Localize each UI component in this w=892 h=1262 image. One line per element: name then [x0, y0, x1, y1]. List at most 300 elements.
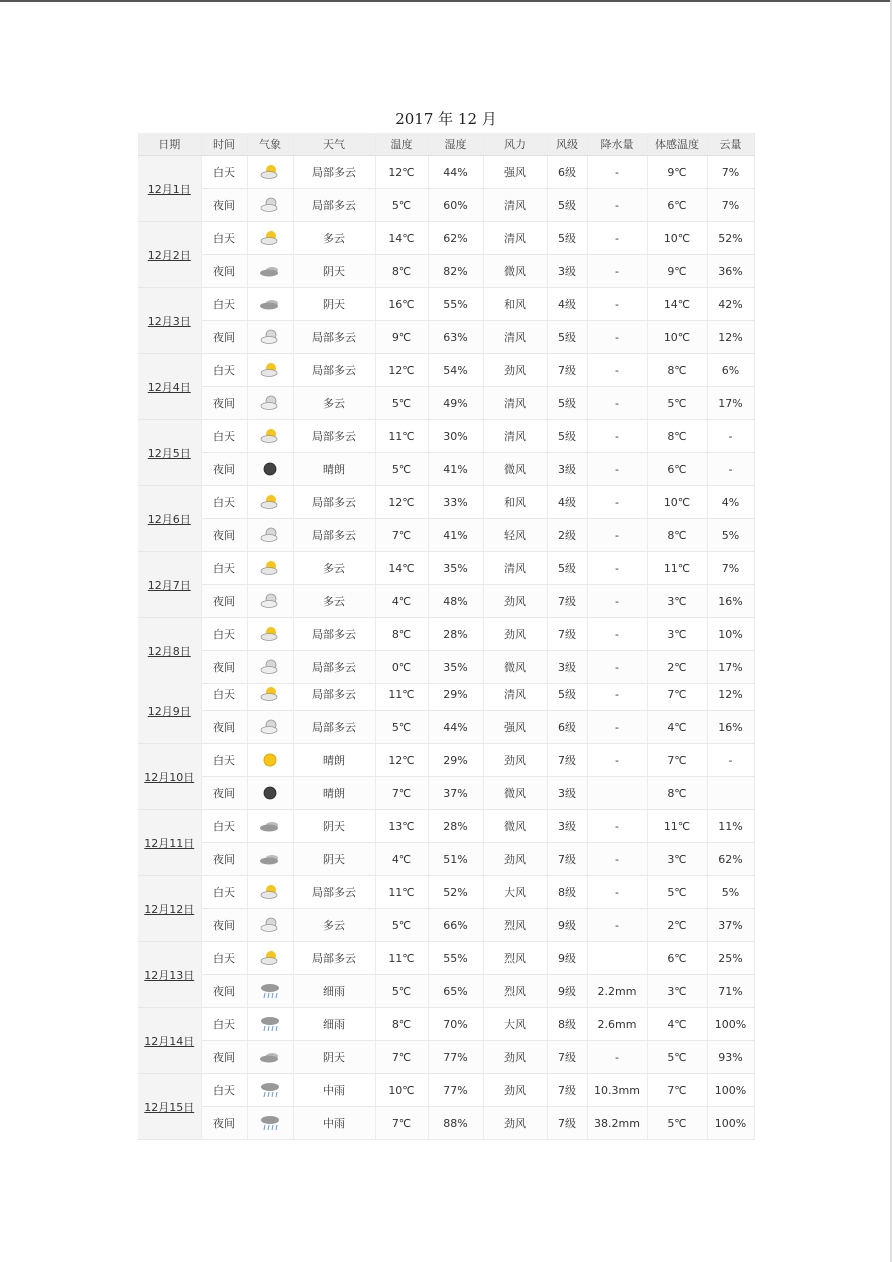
- table-row: [138, 1008, 754, 1041]
- cloud-cover-cell: 71%: [707, 975, 754, 1008]
- table-row: [138, 453, 754, 486]
- wind-cell: 强风: [483, 711, 547, 744]
- date-link[interactable]: 12月14日: [144, 1034, 195, 1048]
- cloud-cover-cell: 5%: [707, 519, 754, 552]
- weather-cell: 阴天: [293, 810, 375, 843]
- feels-like-cell: 4℃: [647, 711, 707, 744]
- weather-cell: 晴朗: [293, 453, 375, 486]
- feels-like-cell: 11℃: [647, 810, 707, 843]
- wind-level-cell: 9级: [547, 942, 587, 975]
- date-cell: [138, 354, 201, 420]
- humidity-cell: 54%: [428, 354, 483, 387]
- time-cell: 夜间: [201, 975, 247, 1008]
- table-row: [138, 975, 754, 1008]
- cloud-cover-cell: 7%: [707, 189, 754, 222]
- time-cell: 白天: [201, 288, 247, 321]
- date-cell: [138, 486, 201, 552]
- precipitation-cell: -: [587, 876, 647, 909]
- temperature-cell: 5℃: [375, 189, 428, 222]
- time-cell: 白天: [201, 1008, 247, 1041]
- wind-level-cell: 8级: [547, 1008, 587, 1041]
- precipitation-cell: -: [587, 711, 647, 744]
- humidity-cell: 48%: [428, 585, 483, 618]
- weather-table-part1: [138, 133, 755, 684]
- table-row: [138, 486, 754, 519]
- time-cell: 夜间: [201, 1041, 247, 1074]
- temperature-cell: 11℃: [375, 420, 428, 453]
- wind-cell: 劲风: [483, 585, 547, 618]
- date-cell: [138, 552, 201, 618]
- wind-level-cell: 6级: [547, 711, 587, 744]
- temperature-cell: 11℃: [375, 678, 428, 711]
- partly-cloudy-night-icon: [259, 395, 281, 411]
- header-icon: 气象: [247, 133, 293, 156]
- feels-like-cell: 7℃: [647, 744, 707, 777]
- time-cell: 白天: [201, 618, 247, 651]
- cloud-cover-cell: 93%: [707, 1041, 754, 1074]
- table-row: [138, 387, 754, 420]
- weather-icon-cell: [247, 321, 293, 354]
- cloud-cover-cell: 10%: [707, 618, 754, 651]
- wind-level-cell: 7级: [547, 354, 587, 387]
- feels-like-cell: 5℃: [647, 876, 707, 909]
- humidity-cell: 52%: [428, 876, 483, 909]
- time-cell: 白天: [201, 942, 247, 975]
- humidity-cell: 29%: [428, 744, 483, 777]
- wind-level-cell: 7级: [547, 1107, 587, 1140]
- partly-cloudy-day-icon: [259, 230, 281, 246]
- time-cell: 夜间: [201, 255, 247, 288]
- time-cell: 白天: [201, 222, 247, 255]
- partly-cloudy-day-icon: [259, 494, 281, 510]
- date-link[interactable]: 12月3日: [147, 314, 191, 328]
- weather-cell: 多云: [293, 909, 375, 942]
- feels-like-cell: 5℃: [647, 1041, 707, 1074]
- temperature-cell: 12℃: [375, 486, 428, 519]
- precipitation-cell: 10.3mm: [587, 1074, 647, 1107]
- feels-like-cell: 14℃: [647, 288, 707, 321]
- time-cell: 白天: [201, 420, 247, 453]
- precipitation-cell: -: [587, 321, 647, 354]
- header-date: 日期: [138, 133, 201, 156]
- time-cell: 白天: [201, 678, 247, 711]
- date-cell: [138, 810, 201, 876]
- humidity-cell: 44%: [428, 156, 483, 189]
- header-weather: 天气: [293, 133, 375, 156]
- date-cell: [138, 744, 201, 810]
- weather-icon-cell: [247, 552, 293, 585]
- weather-cell: 局部多云: [293, 942, 375, 975]
- time-cell: 白天: [201, 552, 247, 585]
- date-link[interactable]: 12月9日: [147, 704, 191, 718]
- weather-icon-cell: [247, 843, 293, 876]
- wind-level-cell: 5级: [547, 678, 587, 711]
- temperature-cell: 12℃: [375, 354, 428, 387]
- partly-cloudy-night-icon: [259, 719, 281, 735]
- date-link[interactable]: 12月2日: [147, 248, 191, 262]
- weather-cell: 局部多云: [293, 678, 375, 711]
- time-cell: 夜间: [201, 909, 247, 942]
- table-row: [138, 255, 754, 288]
- header-humidity: 湿度: [428, 133, 483, 156]
- time-cell: 夜间: [201, 519, 247, 552]
- feels-like-cell: 6℃: [647, 453, 707, 486]
- table-row: [138, 678, 754, 711]
- humidity-cell: 41%: [428, 519, 483, 552]
- feels-like-cell: 8℃: [647, 777, 707, 810]
- table-row: [138, 618, 754, 651]
- partly-cloudy-day-icon: [259, 560, 281, 576]
- cloud-cover-cell: 12%: [707, 678, 754, 711]
- weather-cell: 中雨: [293, 1074, 375, 1107]
- time-cell: 夜间: [201, 1107, 247, 1140]
- humidity-cell: 44%: [428, 711, 483, 744]
- date-cell: [138, 942, 201, 1008]
- wind-cell: 劲风: [483, 618, 547, 651]
- header-time: 时间: [201, 133, 247, 156]
- temperature-cell: 14℃: [375, 222, 428, 255]
- rain-icon: [259, 1082, 281, 1098]
- date-link[interactable]: 12月13日: [144, 968, 195, 982]
- clear-night-icon: [259, 461, 281, 477]
- wind-cell: 劲风: [483, 354, 547, 387]
- temperature-cell: 12℃: [375, 744, 428, 777]
- feels-like-cell: 10℃: [647, 321, 707, 354]
- precipitation-cell: 38.2mm: [587, 1107, 647, 1140]
- weather-cell: 多云: [293, 585, 375, 618]
- precipitation-cell: -: [587, 843, 647, 876]
- table-row: [138, 909, 754, 942]
- date-cell: [138, 1008, 201, 1074]
- precipitation-cell: 2.6mm: [587, 1008, 647, 1041]
- humidity-cell: 55%: [428, 942, 483, 975]
- date-link[interactable]: 12月6日: [147, 512, 191, 526]
- temperature-cell: 5℃: [375, 909, 428, 942]
- weather-icon-cell: [247, 519, 293, 552]
- wind-cell: 微风: [483, 777, 547, 810]
- feels-like-cell: 4℃: [647, 1008, 707, 1041]
- cloud-cover-cell: 100%: [707, 1107, 754, 1140]
- temperature-cell: 14℃: [375, 552, 428, 585]
- weather-icon-cell: [247, 486, 293, 519]
- feels-like-cell: 3℃: [647, 585, 707, 618]
- wind-cell: 劲风: [483, 744, 547, 777]
- feels-like-cell: 5℃: [647, 387, 707, 420]
- weather-cell: 细雨: [293, 1008, 375, 1041]
- humidity-cell: 35%: [428, 552, 483, 585]
- precipitation-cell: -: [587, 222, 647, 255]
- wind-cell: 烈风: [483, 975, 547, 1008]
- weather-icon-cell: [247, 810, 293, 843]
- cloud-cover-cell: -: [707, 744, 754, 777]
- header-feels-like: 体感温度: [647, 133, 707, 156]
- weather-cell: 局部多云: [293, 189, 375, 222]
- wind-level-cell: 5级: [547, 321, 587, 354]
- wind-cell: 大风: [483, 1008, 547, 1041]
- table-row: [138, 942, 754, 975]
- precipitation-cell: -: [587, 678, 647, 711]
- table-body-part1: [138, 156, 754, 684]
- humidity-cell: 35%: [428, 651, 483, 684]
- wind-level-cell: 4级: [547, 486, 587, 519]
- weather-icon-cell: [247, 876, 293, 909]
- partly-cloudy-day-icon: [259, 428, 281, 444]
- cloud-cover-cell: 25%: [707, 942, 754, 975]
- wind-cell: 烈风: [483, 909, 547, 942]
- cloud-cover-cell: 17%: [707, 387, 754, 420]
- precipitation-cell: -: [587, 156, 647, 189]
- header-cloud-cover: 云量: [707, 133, 754, 156]
- humidity-cell: 60%: [428, 189, 483, 222]
- date-link[interactable]: 12月8日: [147, 644, 191, 658]
- time-cell: 白天: [201, 486, 247, 519]
- feels-like-cell: 9℃: [647, 156, 707, 189]
- wind-level-cell: 5级: [547, 387, 587, 420]
- table-header-row: [138, 133, 754, 156]
- feels-like-cell: 2℃: [647, 651, 707, 684]
- overcast-icon: [259, 1049, 281, 1065]
- overcast-icon: [259, 818, 281, 834]
- date-link[interactable]: 12月1日: [147, 182, 191, 196]
- wind-cell: 微风: [483, 255, 547, 288]
- cloud-cover-cell: 5%: [707, 876, 754, 909]
- table-row: [138, 321, 754, 354]
- feels-like-cell: 2℃: [647, 909, 707, 942]
- table-row: [138, 552, 754, 585]
- weather-cell: 局部多云: [293, 486, 375, 519]
- temperature-cell: 7℃: [375, 1107, 428, 1140]
- time-cell: 夜间: [201, 453, 247, 486]
- weather-icon-cell: [247, 585, 293, 618]
- table-row: [138, 519, 754, 552]
- feels-like-cell: 3℃: [647, 975, 707, 1008]
- temperature-cell: 4℃: [375, 843, 428, 876]
- precipitation-cell: [587, 942, 647, 975]
- humidity-cell: 41%: [428, 453, 483, 486]
- weather-icon-cell: [247, 288, 293, 321]
- humidity-cell: 70%: [428, 1008, 483, 1041]
- wind-level-cell: 5级: [547, 222, 587, 255]
- feels-like-cell: 10℃: [647, 486, 707, 519]
- temperature-cell: 7℃: [375, 519, 428, 552]
- table-row: [138, 1074, 754, 1107]
- feels-like-cell: 8℃: [647, 354, 707, 387]
- precipitation-cell: -: [587, 189, 647, 222]
- weather-cell: 局部多云: [293, 711, 375, 744]
- date-cell: [138, 1074, 201, 1140]
- date-link[interactable]: 12月5日: [147, 446, 191, 460]
- temperature-cell: 11℃: [375, 942, 428, 975]
- humidity-cell: 28%: [428, 618, 483, 651]
- date-link[interactable]: 12月12日: [144, 902, 195, 916]
- table-body-part2: [138, 678, 754, 1140]
- date-cell: [138, 618, 201, 684]
- precipitation-cell: -: [587, 552, 647, 585]
- date-cell: [138, 876, 201, 942]
- temperature-cell: 0℃: [375, 651, 428, 684]
- precipitation-cell: -: [587, 618, 647, 651]
- temperature-cell: 12℃: [375, 156, 428, 189]
- wind-level-cell: 7级: [547, 744, 587, 777]
- humidity-cell: 62%: [428, 222, 483, 255]
- overcast-icon: [259, 851, 281, 867]
- wind-level-cell: 9级: [547, 909, 587, 942]
- temperature-cell: 8℃: [375, 618, 428, 651]
- weather-cell: 局部多云: [293, 354, 375, 387]
- wind-cell: 清风: [483, 678, 547, 711]
- precipitation-cell: [587, 777, 647, 810]
- weather-icon-cell: [247, 354, 293, 387]
- sunny-icon: [259, 752, 281, 768]
- page-title: 2017 年 12 月: [395, 110, 497, 128]
- date-link[interactable]: 12月11日: [144, 836, 195, 850]
- precipitation-cell: -: [587, 387, 647, 420]
- precipitation-cell: -: [587, 255, 647, 288]
- wind-level-cell: 7级: [547, 1074, 587, 1107]
- table-row: [138, 1107, 754, 1140]
- partly-cloudy-day-icon: [259, 362, 281, 378]
- humidity-cell: 29%: [428, 678, 483, 711]
- date-link[interactable]: 12月7日: [147, 578, 191, 592]
- wind-level-cell: 3级: [547, 255, 587, 288]
- wind-cell: 轻风: [483, 519, 547, 552]
- table-row: [138, 156, 754, 189]
- humidity-cell: 55%: [428, 288, 483, 321]
- partly-cloudy-day-icon: [259, 164, 281, 180]
- weather-cell: 阴天: [293, 843, 375, 876]
- temperature-cell: 10℃: [375, 1074, 428, 1107]
- feels-like-cell: 3℃: [647, 843, 707, 876]
- table-row: [138, 843, 754, 876]
- cloud-cover-cell: 16%: [707, 585, 754, 618]
- wind-cell: 微风: [483, 810, 547, 843]
- temperature-cell: 8℃: [375, 255, 428, 288]
- wind-level-cell: 3级: [547, 777, 587, 810]
- time-cell: 白天: [201, 876, 247, 909]
- wind-cell: 清风: [483, 189, 547, 222]
- temperature-cell: 7℃: [375, 1041, 428, 1074]
- weather-cell: 阴天: [293, 1041, 375, 1074]
- cloud-cover-cell: 100%: [707, 1074, 754, 1107]
- table-row: [138, 744, 754, 777]
- wind-level-cell: 7级: [547, 1041, 587, 1074]
- time-cell: 白天: [201, 810, 247, 843]
- weather-icon-cell: [247, 909, 293, 942]
- weather-cell: 局部多云: [293, 651, 375, 684]
- table-row: [138, 420, 754, 453]
- wind-cell: 和风: [483, 486, 547, 519]
- feels-like-cell: 5℃: [647, 1107, 707, 1140]
- weather-cell: 多云: [293, 387, 375, 420]
- weather-icon-cell: [247, 420, 293, 453]
- cloud-cover-cell: 7%: [707, 552, 754, 585]
- wind-level-cell: 9级: [547, 975, 587, 1008]
- wind-level-cell: 4级: [547, 288, 587, 321]
- feels-like-cell: 3℃: [647, 618, 707, 651]
- wind-cell: 劲风: [483, 1074, 547, 1107]
- date-link[interactable]: 12月10日: [144, 770, 195, 784]
- date-link[interactable]: 12月4日: [147, 380, 191, 394]
- weather-cell: 多云: [293, 222, 375, 255]
- precipitation-cell: -: [587, 453, 647, 486]
- overcast-icon: [259, 296, 281, 312]
- time-cell: 夜间: [201, 321, 247, 354]
- partly-cloudy-night-icon: [259, 917, 281, 933]
- weather-cell: 局部多云: [293, 156, 375, 189]
- weather-icon-cell: [247, 942, 293, 975]
- humidity-cell: 49%: [428, 387, 483, 420]
- wind-cell: 大风: [483, 876, 547, 909]
- partly-cloudy-day-icon: [259, 884, 281, 900]
- table-row: [138, 354, 754, 387]
- header-wind-level: 风级: [547, 133, 587, 156]
- cloud-cover-cell: 37%: [707, 909, 754, 942]
- partly-cloudy-night-icon: [259, 593, 281, 609]
- weather-icon-cell: [247, 255, 293, 288]
- date-cell: [138, 156, 201, 222]
- feels-like-cell: 7℃: [647, 678, 707, 711]
- cloud-cover-cell: 11%: [707, 810, 754, 843]
- weather-cell: 局部多云: [293, 420, 375, 453]
- partly-cloudy-night-icon: [259, 197, 281, 213]
- time-cell: 白天: [201, 354, 247, 387]
- table-row: [138, 222, 754, 255]
- weather-cell: 多云: [293, 552, 375, 585]
- feels-like-cell: 8℃: [647, 519, 707, 552]
- feels-like-cell: 8℃: [647, 420, 707, 453]
- feels-like-cell: 10℃: [647, 222, 707, 255]
- precipitation-cell: -: [587, 354, 647, 387]
- weather-icon-cell: [247, 618, 293, 651]
- time-cell: 夜间: [201, 189, 247, 222]
- cloud-cover-cell: 4%: [707, 486, 754, 519]
- humidity-cell: 77%: [428, 1041, 483, 1074]
- temperature-cell: 5℃: [375, 387, 428, 420]
- weather-icon-cell: [247, 1008, 293, 1041]
- weather-icon-cell: [247, 453, 293, 486]
- precipitation-cell: -: [587, 744, 647, 777]
- wind-cell: 劲风: [483, 1107, 547, 1140]
- temperature-cell: 11℃: [375, 876, 428, 909]
- wind-cell: 和风: [483, 288, 547, 321]
- cloud-cover-cell: 17%: [707, 651, 754, 684]
- humidity-cell: 77%: [428, 1074, 483, 1107]
- weather-cell: 局部多云: [293, 519, 375, 552]
- precipitation-cell: 2.2mm: [587, 975, 647, 1008]
- table-row: [138, 810, 754, 843]
- cloud-cover-cell: 62%: [707, 843, 754, 876]
- humidity-cell: 37%: [428, 777, 483, 810]
- partly-cloudy-night-icon: [259, 329, 281, 345]
- feels-like-cell: 9℃: [647, 255, 707, 288]
- overcast-icon: [259, 263, 281, 279]
- table-row: [138, 189, 754, 222]
- precipitation-cell: -: [587, 651, 647, 684]
- wind-cell: 强风: [483, 156, 547, 189]
- wind-level-cell: 7级: [547, 585, 587, 618]
- date-link[interactable]: 12月15日: [144, 1100, 195, 1114]
- partly-cloudy-night-icon: [259, 527, 281, 543]
- weather-cell: 细雨: [293, 975, 375, 1008]
- date-cell: [138, 678, 201, 744]
- wind-level-cell: 3级: [547, 453, 587, 486]
- rain-icon: [259, 1115, 281, 1131]
- temperature-cell: 9℃: [375, 321, 428, 354]
- precipitation-cell: -: [587, 909, 647, 942]
- cloud-cover-cell: 36%: [707, 255, 754, 288]
- humidity-cell: 30%: [428, 420, 483, 453]
- rain-icon: [259, 983, 281, 999]
